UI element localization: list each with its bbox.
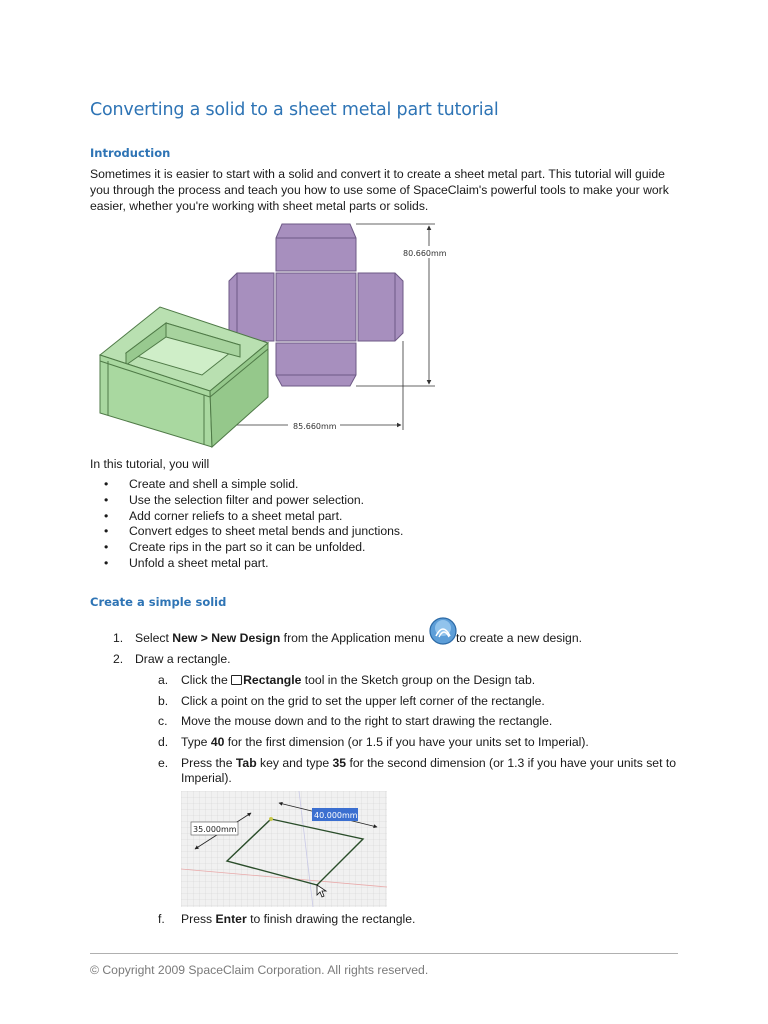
dimension-vertical-label: 80.660mm: [403, 249, 447, 258]
introduction-heading: Introduction: [90, 146, 171, 160]
intro-paragraph: Sometimes it is easier to start with a solid and convert it to create a sheet metal part. This tutorial will guide you through the process and teach you how to use some of SpaceClaim's powerful tools to make your work easier, whether you're working with sheet metal parts or solids.: [90, 167, 669, 213]
sub-step-b: Click a point on the grid to set the upper left corner of the rectangle.: [181, 694, 545, 708]
copyright-footer: © Copyright 2009 SpaceClaim Corporation. All rights reserved.: [90, 963, 429, 977]
menu-path: New > New Design: [172, 631, 281, 645]
step-1-text: Select New > New Design from the Application menu to create a new design.: [135, 631, 695, 646]
sub-letter: f.: [158, 912, 165, 926]
sub-letter: b.: [158, 694, 169, 708]
sub-letter: d.: [158, 735, 169, 749]
step-number: 1.: [113, 631, 124, 645]
sub-step-f: Press Enter to finish drawing the rectangle.: [181, 912, 416, 926]
list-item: • Add corner reliefs to a sheet metal part.: [104, 509, 403, 525]
sub-letter: e.: [158, 756, 169, 770]
rectangle-tool-icon: [231, 675, 242, 685]
step-2-text: Draw a rectangle.: [135, 652, 231, 666]
sub-step-a: Click the Rectangle tool in the Sketch group on the Design tab.: [181, 673, 536, 687]
sheet-metal-figure: [90, 215, 460, 455]
width-dimension-field: 40.000mm: [314, 811, 358, 820]
sub-step-c: Move the mouse down and to the right to start drawing the rectangle.: [181, 714, 553, 728]
list-item: • Unfold a sheet metal part.: [104, 556, 403, 572]
list-item: • Convert edges to sheet metal bends and junctions.: [104, 524, 403, 540]
list-item: • Create rips in the part so it can be unfolded.: [104, 540, 403, 556]
step-number: 2.: [113, 652, 124, 666]
sub-step-d: Type 40 for the first dimension (or 1.5 if you have your units set to Imperial).: [181, 735, 589, 749]
sub-letter: c.: [158, 714, 168, 728]
dimension-horizontal-label: 85.660mm: [293, 422, 337, 431]
list-item: • Use the selection filter and power selection.: [104, 493, 403, 509]
tutorial-lead-text: In this tutorial, you will: [90, 457, 210, 471]
footer-divider: [90, 953, 678, 954]
height-dimension-field: 35.000mm: [193, 825, 237, 834]
create-solid-heading: Create a simple solid: [90, 595, 227, 609]
sub-step-e: Press the Tab key and type 35 for the second dimension (or 1.3 if you have your units set to Imperial).: [181, 756, 677, 785]
list-item: • Create and shell a simple solid.: [104, 477, 403, 493]
rectangle-sketch-screenshot: [181, 791, 387, 907]
objectives-list: [104, 477, 403, 572]
application-menu-icon: [428, 633, 456, 645]
page-title: Converting a solid to a sheet metal part tutorial: [90, 100, 499, 120]
sub-letter: a.: [158, 673, 169, 687]
